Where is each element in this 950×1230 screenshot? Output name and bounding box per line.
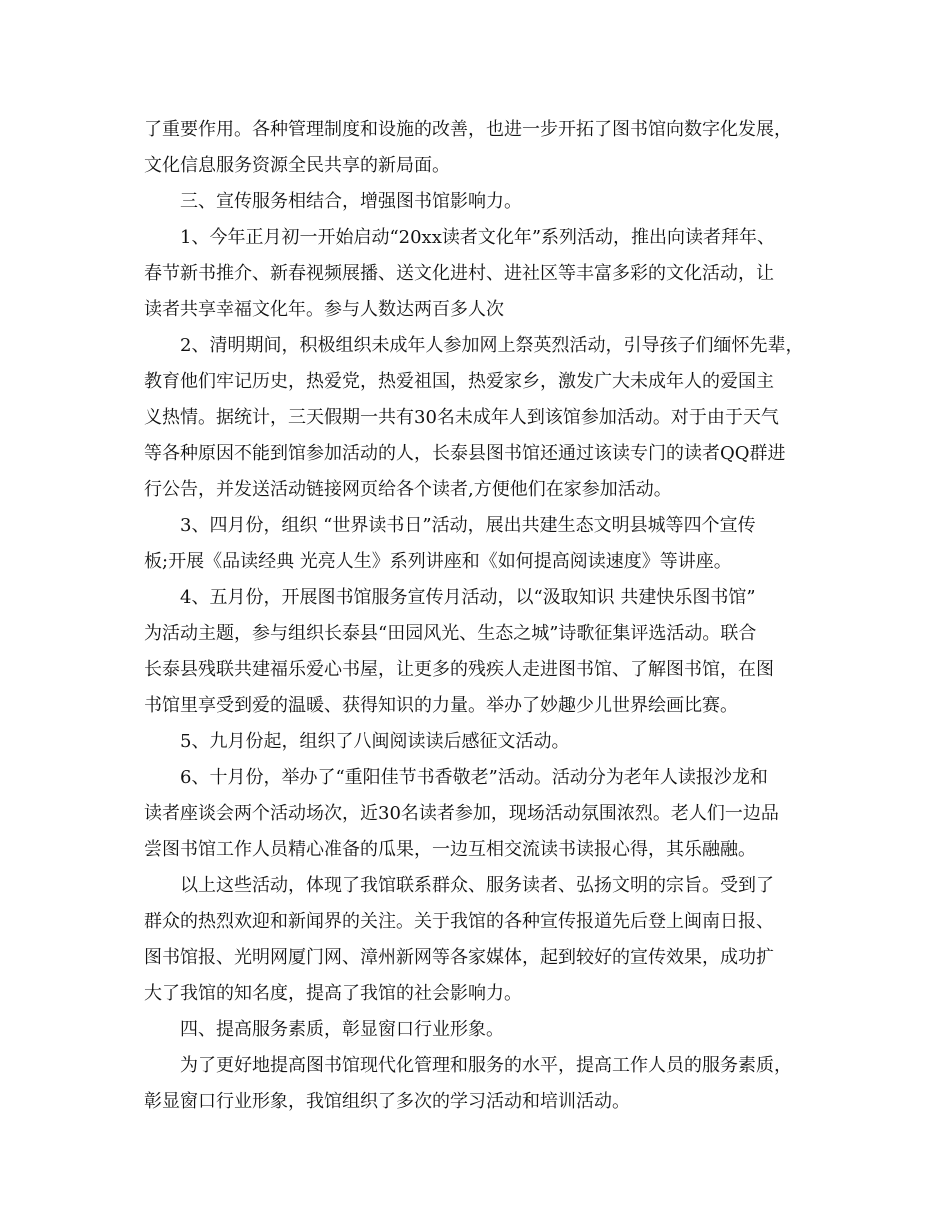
text-line: 1、今年正月初一开始启动“20xx读者文化年”系列活动，推出向读者拜年、 [180, 227, 776, 248]
text-line: 为活动主题，参与组织长泰县“田园风光、生态之城”诗歌征集评选活动。联合 [144, 623, 757, 644]
section-heading: 四、提高服务素质，彰显窗口行业形象。 [180, 1019, 504, 1040]
text-line: 义热情。据统计，三天假期一共有30名未成年人到该馆参加活动。对于由于天气 [144, 407, 779, 428]
text-line: 春节新书推介、新春视频展播、送文化进村、进社区等丰富多彩的文化活动，让 [144, 263, 774, 284]
text-line: 教育他们牢记历史，热爱党，热爱祖国，热爱家乡，激发广大未成年人的爱国主 [144, 371, 774, 392]
document-body [144, 112, 814, 1120]
text-line: 6、十月份，举办了“重阳佳节书香敬老”活动。活动分为老年人读报沙龙和 [180, 767, 768, 788]
text-line: 长泰县残联共建福乐爱心书屋，让更多的残疾人走进图书馆、了解图书馆，在图 [144, 659, 774, 680]
text-line: 行公告，并发送活动链接网页给各个读者,方便他们在家参加活动。 [144, 479, 672, 500]
text-line: 等各种原因不能到馆参加活动的人，长泰县图书馆还通过该读专门的读者QQ群进 [144, 443, 786, 464]
text-line: 2、清明期间，积极组织未成年人参加网上祭英烈活动，引导孩子们缅怀先辈， [180, 335, 804, 356]
text-line: 大了我馆的知名度，提高了我馆的社会影响力。 [144, 983, 522, 1004]
text-line: 为了更好地提高图书馆现代化管理和服务的水平，提高工作人员的服务素质， [180, 1055, 792, 1076]
text-line: 彰显窗口行业形象，我馆组织了多次的学习活动和培训活动。 [144, 1091, 630, 1112]
text-line: 图书馆报、光明网厦门网、漳州新网等各家媒体，起到较好的宣传效果，成功扩 [144, 947, 774, 968]
text-line: 书馆里享受到爱的温暖、获得知识的力量。举办了妙趣少儿世界绘画比赛。 [144, 695, 738, 716]
text-line: 4、五月份，开展图书馆服务宣传月活动，以“汲取知识 共建快乐图书馆” [180, 587, 756, 608]
text-line: 群众的热烈欢迎和新闻界的关注。关于我馆的各种宣传报道先后登上闽南日报、 [144, 911, 774, 932]
text-line: 了重要作用。各种管理制度和设施的改善，也进一步开拓了图书馆向数字化发展， [144, 119, 792, 140]
text-line: 板;开展《品读经典 光亮人生》系列讲座和《如何提高阅读速度》等讲座。 [144, 551, 732, 572]
text-line: 尝图书馆工作人员精心准备的瓜果，一边互相交流读书读报心得，其乐融融。 [144, 839, 756, 860]
text-line: 3、四月份，组织 “世界读书日”活动，展出共建生态文明县城等四个宣传 [180, 515, 756, 536]
text-line: 读者座谈会两个活动场次，近30名读者参加，现场活动氛围浓烈。老人们一边品 [144, 803, 779, 824]
text-line: 以上这些活动，体现了我馆联系群众、服务读者、弘扬文明的宗旨。受到了 [180, 875, 774, 896]
text-line: 5、九月份起，组织了八闽阅读读后感征文活动。 [180, 731, 570, 752]
text-line: 读者共享幸福文化年。参与人数达两百多人次 [144, 299, 504, 320]
text-line: 文化信息服务资源全民共享的新局面。 [144, 155, 450, 176]
section-heading: 三、宣传服务相结合，增强图书馆影响力。 [180, 191, 522, 212]
